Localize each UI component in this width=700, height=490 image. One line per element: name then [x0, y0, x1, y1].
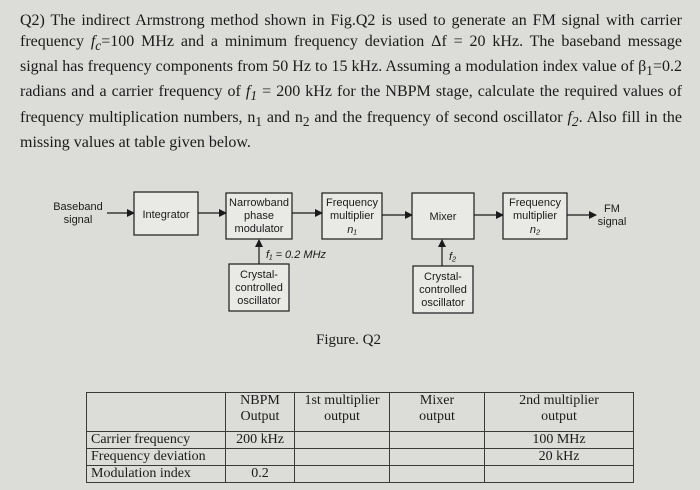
table-header-row — [87, 393, 634, 432]
cell-mixer — [390, 449, 485, 466]
multiplier1-label-1: Frequency — [326, 197, 378, 209]
n1-subscript: 1 — [255, 113, 263, 129]
cell-multiplier1 — [295, 432, 390, 449]
baseband-label-2: signal — [63, 214, 93, 226]
question-part-4: = 200 kHz for the NBPM stage, calculate the required values of frequency multiplication numbers, n — [20, 83, 682, 126]
f1-symbol: $f_1$ — [245, 83, 258, 104]
f1-frequency-label: f₁ = 0.2 MHz — [266, 249, 327, 261]
question-part-1: Q2) The indirect Armstrong method shown in Fig.Q2 is used to generate an FM signal with carrier frequency — [20, 12, 682, 50]
fm-signal-label-2: signal — [597, 216, 627, 228]
cell-multiplier2 — [485, 466, 634, 483]
n2-subscript: 2 — [302, 113, 310, 129]
oscillator1-label-2: controlled — [235, 282, 283, 294]
values-table — [86, 392, 634, 483]
question-part-2: =100 MHz and a minimum frequency deviation Δf = 20 kHz. The baseband message signal has frequency components from 50 Hz to 15 kHz. Assuming a modulation index value of β — [20, 33, 683, 76]
row-label: Carrier frequency — [87, 432, 226, 449]
question-part-6: and the frequency of second oscillator — [309, 108, 568, 126]
question-part-5: and n — [262, 108, 303, 126]
cell-multiplier1 — [295, 466, 390, 483]
fc-symbol: $f_c$ — [90, 33, 102, 54]
multiplier1-label-2: multiplier — [329, 210, 375, 222]
cell-nbpm — [226, 449, 295, 466]
header-mixer: Mixer output — [390, 393, 485, 432]
f2-label: f₂ — [449, 251, 457, 263]
cell-nbpm: 200 kHz — [226, 432, 295, 449]
cell-nbpm: 0.2 — [226, 466, 295, 483]
question-part-3: =0.2 radians and a carrier frequency of — [20, 58, 682, 101]
table-row — [87, 432, 634, 449]
cell-multiplier2: 100 MHz — [485, 432, 634, 449]
cell-mixer — [390, 432, 485, 449]
oscillator2-label-3: oscillator — [421, 297, 465, 309]
oscillator1-label-1: Crystal- — [240, 269, 278, 281]
header-multiplier2: 2nd multiplier output — [485, 393, 634, 432]
fm-signal-label-1: FM — [604, 203, 620, 215]
oscillator2-label-1: Crystal- — [424, 271, 462, 283]
multiplier2-label-2: multiplier — [512, 210, 558, 222]
row-label: Frequency deviation — [87, 449, 226, 466]
table-row — [87, 466, 634, 483]
header-multiplier1: 1st multiplier output — [295, 393, 390, 432]
table-row — [87, 449, 634, 466]
multiplier1-label-3: n₁ — [347, 224, 357, 236]
cell-multiplier1 — [295, 449, 390, 466]
oscillator1-label-3: oscillator — [237, 295, 281, 307]
figure-caption: Figure. Q2 — [316, 332, 381, 348]
table-corner-cell — [87, 393, 226, 432]
modulator-label-1: Narrowband — [229, 197, 289, 209]
mixer-label: Mixer — [429, 211, 457, 223]
header-nbpm: NBPM Output — [226, 393, 295, 432]
multiplier2-label-1: Frequency — [509, 197, 561, 209]
integrator-label: Integrator — [142, 209, 190, 221]
multiplier2-label-3: n₂ — [529, 224, 541, 236]
baseband-label: Baseband — [53, 201, 103, 213]
modulator-label-2: phase — [244, 210, 274, 222]
row-label: Modulation index — [87, 466, 226, 483]
question-part-7: . Also fill in the missing values at table given below. — [20, 108, 683, 151]
beta-subscript: 1 — [646, 63, 653, 79]
oscillator2-label-2: controlled — [419, 284, 467, 296]
f2-symbol: $f_2$ — [567, 108, 579, 129]
cell-multiplier2: 20 kHz — [485, 449, 634, 466]
cell-mixer — [390, 466, 485, 483]
modulator-label-3: modulator — [234, 223, 284, 235]
